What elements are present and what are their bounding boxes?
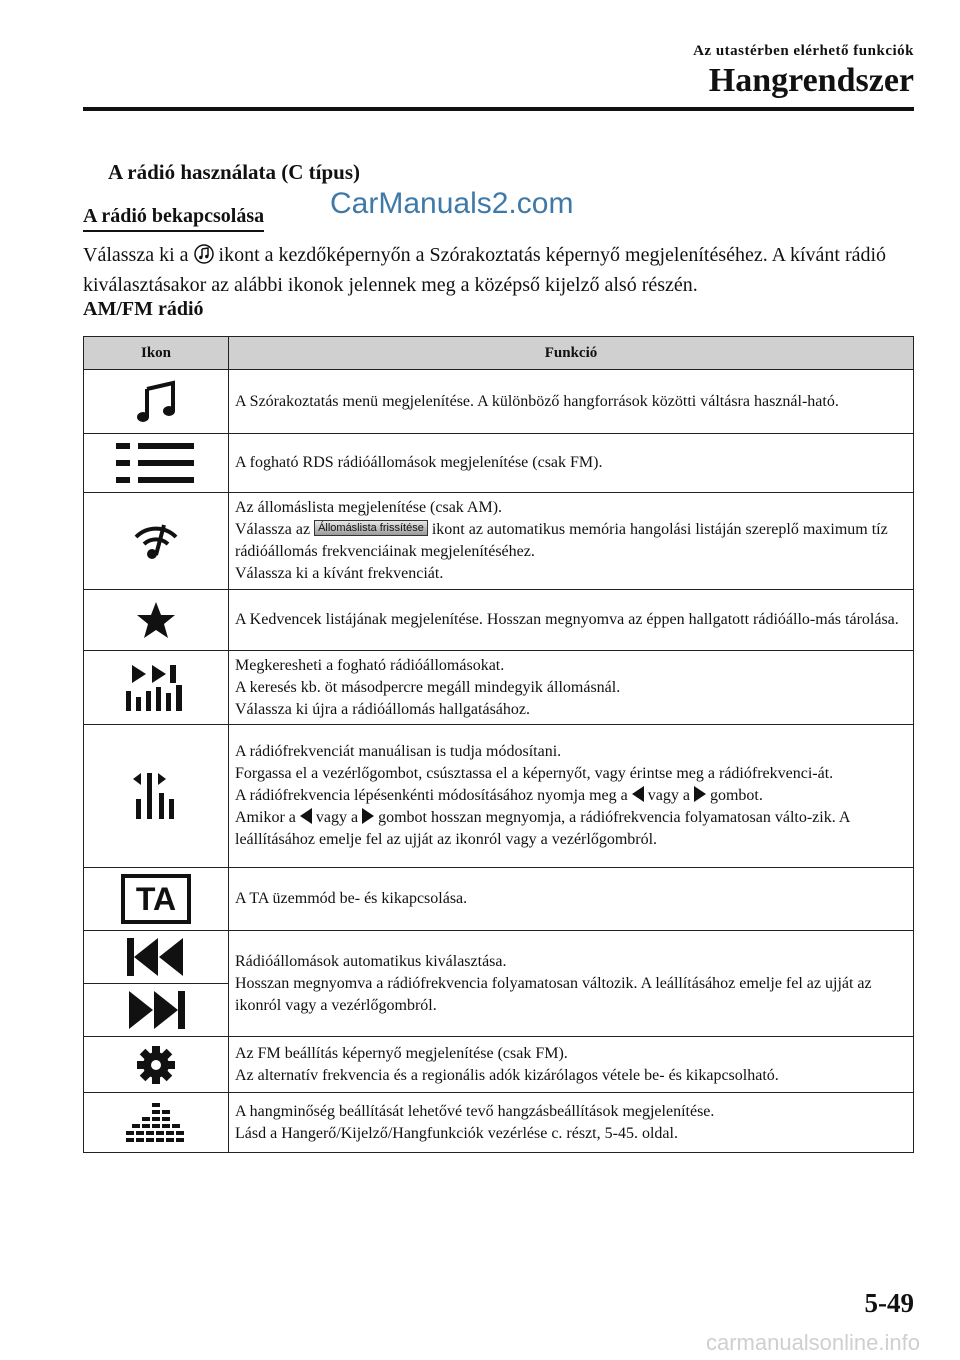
table-row [84, 434, 914, 493]
sound-line2: Lásd a Hangerő/Kijelző/Hangfunkciók vezérlése c. részt, 5-45. oldal. [235, 1124, 678, 1142]
manual-line3-c: gombot. [709, 787, 763, 804]
row-text: A TA üzemmód be- és kikapcsolása. [229, 868, 914, 931]
header-rule [83, 107, 914, 111]
table-row [84, 370, 914, 434]
equalizer-icon [126, 1101, 186, 1145]
table-row [84, 590, 914, 651]
scan-line1: Megkeresheti a fogható rádióállomásokat. [235, 656, 505, 674]
amfm-title: AM/FM rádió [83, 298, 204, 320]
station-list-refresh-button: Állomáslista frissítése [314, 520, 428, 536]
stationlist-line3: Válassza ki a kívánt frekvenciát. [235, 565, 444, 582]
row-text: A Szórakoztatás menü megjelenítése. A különböző hangforrások közötti váltásra használ-ható. [229, 370, 914, 434]
scan-line2: A keresés kb. öt másodpercre megáll mindegyik állomásnál. [235, 678, 621, 696]
header-function: Funkció [229, 337, 914, 370]
table-row [84, 931, 914, 1037]
music-note-icon [133, 379, 179, 425]
seek-line2: Hosszan megnyomva a rádiófrekvencia folyamatosan változik. A leállításához emelje fel az ujját az ikonról vagy a vezérlőgombról. [235, 974, 872, 1014]
manual-line4-b: vagy a [315, 809, 359, 826]
skip-back-icon [127, 938, 185, 976]
table-header-row [84, 337, 914, 370]
manual-tune-icon [131, 771, 181, 821]
table-row [84, 1093, 914, 1153]
header-title: Hangrendszer [708, 62, 914, 99]
star-icon [136, 601, 176, 639]
entertainment-inline-icon [194, 243, 214, 263]
list-icon [116, 441, 196, 485]
table-row [84, 725, 914, 868]
settings-line2: Az alternatív frekvencia és a regionális adók kizárólagos vétele be- és kikapcsolható. [235, 1066, 779, 1084]
row-text: A Kedvencek listájának megjelenítése. Hosszan megnyomva az éppen hallgatott rádióállo-más tárolása. [229, 590, 914, 651]
intro-text-before: Válassza ki a [83, 244, 189, 266]
skip-forward-icon [127, 991, 185, 1029]
manual-line4-a: Amikor a [235, 809, 296, 826]
section-title: A rádió használata (C típus) [108, 160, 361, 184]
right-arrow-icon [362, 808, 374, 824]
antenna-icon [132, 521, 180, 561]
page-number: 5-49 [864, 1288, 914, 1318]
gear-icon [136, 1045, 176, 1085]
icon-function-table [83, 336, 914, 1153]
manual-line4-c: gombot hosszan megnyomja, a rádiófrekvencia folyamatosan válto-zik. A leállításához emelje fel az ujját az ikonról vagy a vezérlőgombról. [235, 809, 850, 848]
manual-line3-a: A rádiófrekvencia lépésenkénti módosításához nyomja meg a [235, 787, 628, 804]
stationlist-line2-after: ikont az automatikus memória hangolási listáján szereplő maximum tíz rádióállomás frekvenciáinak megjelenítéséhez. [235, 521, 888, 560]
row-text: A fogható RDS rádióállomások megjelenítése (csak FM). [229, 434, 914, 493]
manual-line1: A rádiófrekvenciát manuálisan is tudja módosítani. [235, 743, 562, 760]
footer-watermark: carmanualsonline.info [705, 1330, 920, 1355]
table-row [84, 493, 914, 590]
intro-paragraph [83, 240, 913, 300]
settings-line1: Az FM beállítás képernyő megjelenítése (csak FM). [235, 1044, 568, 1062]
stationlist-line1: Az állomáslista megjelenítése (csak AM). [235, 499, 503, 516]
header-icon: Ikon [84, 337, 229, 370]
right-arrow-icon [694, 786, 706, 802]
ta-icon [121, 874, 191, 924]
stationlist-line2-before: Válassza az [235, 521, 311, 538]
table-row [84, 1037, 914, 1093]
ta-icon-label: TA [135, 881, 177, 917]
scan-icon [124, 663, 188, 713]
left-arrow-icon [632, 786, 644, 802]
subsection-title: A rádió bekapcsolása [83, 205, 264, 232]
manual-line3-b: vagy a [647, 787, 690, 804]
manual-line2: Forgassa el a vezérlőgombot, csúsztassa el a képernyőt, vagy érintse meg a rádiófrekvenci-át. [235, 765, 834, 782]
intro-text-after: ikont a kezdőképernyőn a Szórakoztatás képernyő megjelenítéséhez. A kívánt rádió kiválasztásakor az alábbi ikonok jelennek meg a középső kijelző alsó részén. [83, 244, 887, 296]
seek-line1: Rádióállomások automatikus kiválasztása. [235, 952, 507, 970]
header-subtitle: Az utastérben elérhető funkciók [693, 43, 914, 59]
table-row [84, 868, 914, 931]
left-arrow-icon [300, 808, 312, 824]
table-row [84, 651, 914, 725]
scan-line3: Válassza ki újra a rádióállomás hallgatásához. [235, 700, 530, 718]
watermark: CarManuals2.com [330, 187, 574, 220]
sound-line1: A hangminőség beállítását lehetővé tevő hangzásbeállítások megjelenítése. [235, 1102, 715, 1120]
